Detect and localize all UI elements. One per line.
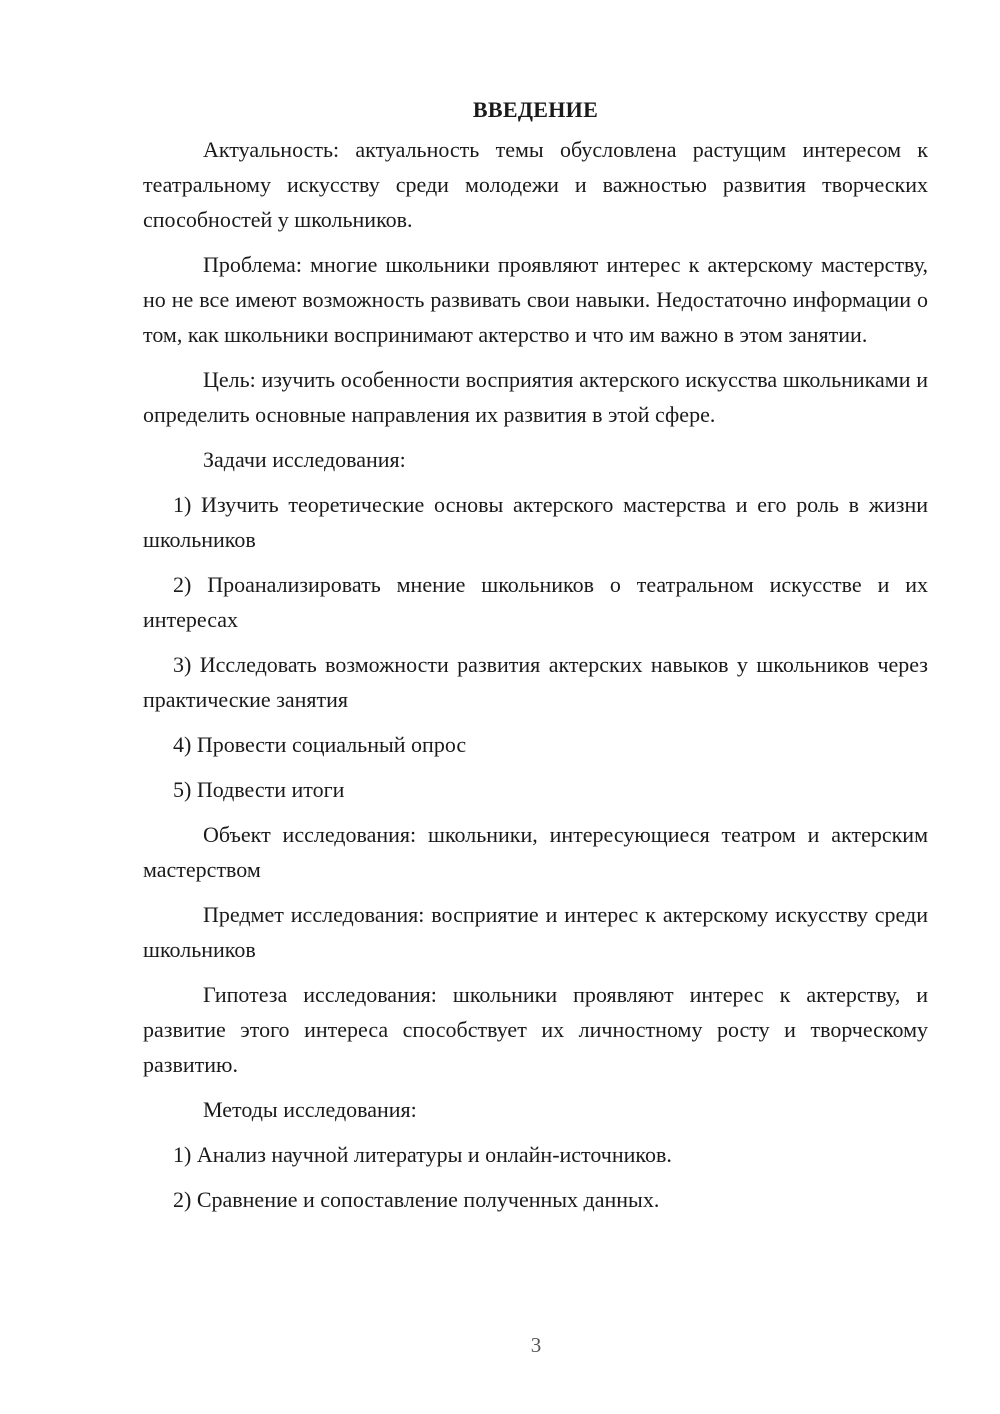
task-item-3: 3) Исследовать возможности развития актерских навыков у школьников через практические занятия	[143, 652, 928, 712]
task-item-5: 5) Подвести итоги	[173, 777, 345, 802]
task-item-4: 4) Провести социальный опрос	[173, 732, 467, 757]
method-item-1: 1) Анализ научной литературы и онлайн-источников.	[173, 1142, 672, 1167]
relevance-paragraph: Актуальность: актуальность темы обусловлена растущим интересом к театральному искусству среди молодежи и важностью развития творческих способностей у школьников.	[143, 137, 928, 232]
document-title: ВВЕДЕНИЕ	[472, 97, 599, 122]
page-number: 3	[530, 1333, 542, 1357]
hypothesis-paragraph: Гипотеза исследования: школьники проявляют интерес к актерству, и развитие этого интереса способствует их личностному росту и творческому развитию.	[143, 982, 928, 1077]
method-item-2: 2) Сравнение и сопоставление полученных данных.	[173, 1187, 660, 1212]
document-page	[143, 92, 928, 1227]
goal-paragraph: Цель: изучить особенности восприятия актерского искусства школьниками и определить основные направления их развития в этой сфере.	[143, 367, 928, 427]
object-paragraph: Объект исследования: школьники, интересующиеся театром и актерским мастерством	[143, 822, 928, 882]
problem-paragraph: Проблема: многие школьники проявляют интерес к актерскому мастерству, но не все имеют возможность развивать свои навыки. Недостаточно информации о том, как школьники воспринимают актерство и что им важно в этом занятии.	[143, 252, 928, 347]
task-item-1: 1) Изучить теоретические основы актерского мастерства и его роль в жизни школьников	[143, 492, 928, 552]
subject-paragraph: Предмет исследования: восприятие и интерес к актерскому искусству среди школьников	[143, 902, 928, 962]
task-item-2: 2) Проанализировать мнение школьников о театральном искусстве и их интересах	[143, 572, 928, 632]
tasks-heading: Задачи исследования:	[203, 447, 406, 472]
methods-heading: Методы исследования:	[203, 1097, 417, 1122]
